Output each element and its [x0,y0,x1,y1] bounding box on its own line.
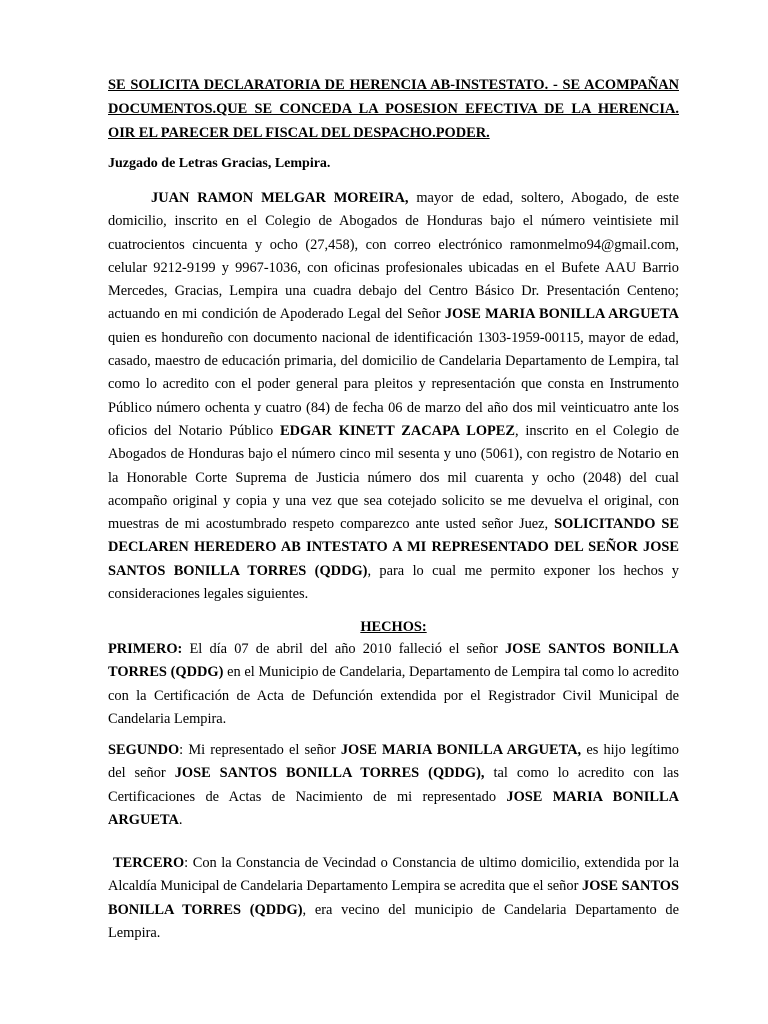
segundo-text-4: . [178,811,183,828]
tercero-paragraph [108,852,679,945]
primero-text-1: El día 07 de abril del año 2010 falleció el señor [182,641,505,657]
intro-client-name: JOSE MARIA BONILLA ARGUETA [444,306,679,323]
segundo-paragraph [108,739,679,832]
intro-request: SOLICITANDO SE DECLAREN HEREDERO AB INTESTATO A MI REPRESENTADO DEL SEÑOR JOSE SANTOS BONILLA TORRES (QDDG) [108,516,679,579]
segundo-text-1: : Mi representado el señor [179,742,341,758]
intro-attorney-name: JUAN RAMON MELGAR MOREIRA, [151,190,409,206]
tercero-deceased-name: JOSE SANTOS BONILLA TORRES (QDDG) [108,878,679,918]
court-address: Juzgado de Letras Gracias, Lempira. [108,156,331,171]
segundo-client-name-2: JOSE MARIA BONILLA ARGUETA [108,788,679,828]
segundo-label: SEGUNDO [108,742,180,758]
tercero-label: TERCERO [113,855,185,871]
intro-text-2: quien es hondureño con documento nacional de identificación 1303-1959-00115, mayor de edad, casado, maestro de educación primaria, del domicilio de Candelaria Departamento de Lempira, tal como lo acredito con el poder general para pleitos y representación que consta en Instrumento Público número ochenta y cuatro (84) de fecha 06 de marzo del año dos mil veinticuatro ante los oficios del Notario Público [108,329,679,439]
tercero-text-2: , era vecino del municipio de Candelaria Departamento de Lempira. [108,901,679,941]
primero-deceased-name: JOSE SANTOS BONILLA TORRES (QDDG) [108,641,679,681]
intro-paragraph [108,187,679,606]
segundo-deceased-name: JOSE SANTOS BONILLA TORRES (QDDG), [174,765,485,782]
segundo-text-2: es hijo legítimo del señor [108,742,679,782]
primero-paragraph [108,638,679,731]
hechos-heading: HECHOS: [360,619,427,635]
intro-text-1: mayor de edad, soltero, Abogado, de este domicilio, inscrito en el Colegio de Abogados de Honduras bajo el número veintisiete mil cuatrocientos cincuenta y ocho (27,458), con correo electrónico ramonmelmo94@gmail.com, celular 9212-9199 y 9967-1036, con oficinas profesionales ubicadas en el Bufete AAU Barrio Mercedes, Gracias, Lempira una cuadra debajo del Centro Básico Dr. Presentación Centeno; actuando en mi condición de Apoderado Legal del Señor [108,190,679,323]
intro-notary-name: EDGAR KINETT ZACAPA LOPEZ [279,422,515,439]
tercero-text-1: : Con la Constancia de Vecindad o Constancia de ultimo domicilio, extendida por la Alcaldía Municipal de Candelaria Departamento Lempira se acredita que el señor [108,855,679,895]
segundo-text-3: tal como lo acredito con las Certificaciones de Actas de Nacimiento de mi representado [108,765,679,805]
segundo-client-name: JOSE MARIA BONILLA ARGUETA, [340,742,582,758]
primero-text-2: en el Municipio de Candelaria, Departamento de Lempira tal como lo acredito con la Certificación de Acta de Defunción extendida por el Registrador Civil Municipal de Candelaria Lempira. [108,664,679,727]
primero-label: PRIMERO: [108,641,183,657]
document-title: SE SOLICITA DECLARATORIA DE HERENCIA AB-INSTESTATO. - SE ACOMPAÑAN DOCUMENTOS.QUE SE CONCEDA LA POSESION EFECTIVA DE LA HERENCIA. OIR EL PARECER DEL FISCAL DEL DESPACHO.PODER. [108,77,679,141]
intro-text-4: , para lo cual me permito exponer los hechos y consideraciones legales siguientes. [108,562,679,603]
intro-text-3: , inscrito en el Colegio de Abogados de Honduras bajo el número cinco mil sesenta y uno (5061), con registro de Notario en la Honorable Corte Suprema de Justicia número dos mil cuarenta y ocho (2048) del cual acompaño original y copia y una vez que sea cotejado solicito se me devuelva el original, con muestras de mi acostumbrado respeto comparezco ante usted señor Juez, [108,422,679,533]
